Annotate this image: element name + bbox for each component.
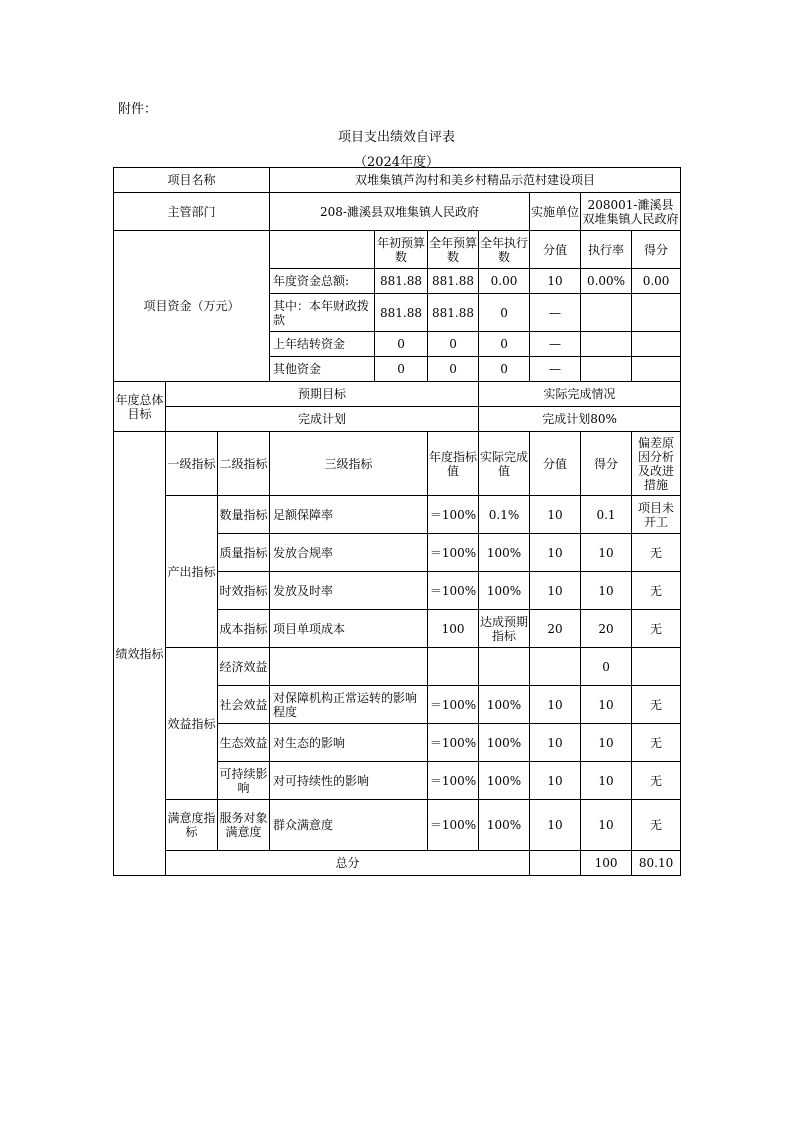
goals-actual-header: 实际完成情况 xyxy=(479,382,681,407)
total-blank xyxy=(530,851,581,876)
performance-row xyxy=(114,800,681,851)
perf-weight: 20 xyxy=(530,610,581,648)
fund-score: 0.00 xyxy=(632,269,681,294)
perf-target xyxy=(428,648,479,686)
perf-l2: 服务对象满意度 xyxy=(218,800,270,851)
fund-annual: 0 xyxy=(428,332,479,357)
perf-header-actual: 实际完成值 xyxy=(479,432,530,496)
fund-initial: 0 xyxy=(375,357,428,382)
total-score: 80.10 xyxy=(632,851,681,876)
fund-executed: 0 xyxy=(479,294,530,332)
perf-target: ＝100% xyxy=(428,534,479,572)
perf-reason: 无 xyxy=(632,534,681,572)
fund-executed: 0 xyxy=(479,332,530,357)
funds-label: 项目资金（万元） xyxy=(114,231,270,382)
fund-rate xyxy=(581,294,632,332)
perf-target: ＝100% xyxy=(428,724,479,762)
fund-executed: 0.00 xyxy=(479,269,530,294)
perf-reason: 无 xyxy=(632,724,681,762)
perf-l2: 时效指标 xyxy=(218,572,270,610)
performance-row xyxy=(114,496,681,534)
perf-reason: 项目未开工 xyxy=(632,496,681,534)
evaluation-table xyxy=(113,167,681,876)
perf-weight: 10 xyxy=(530,496,581,534)
perf-header-target: 年度指标值 xyxy=(428,432,479,496)
perf-l2: 社会效益 xyxy=(218,686,270,724)
fund-weight: — xyxy=(530,332,581,357)
perf-actual: 100% xyxy=(479,724,530,762)
perf-weight: 10 xyxy=(530,762,581,800)
perf-weight: 10 xyxy=(530,686,581,724)
fund-weight: — xyxy=(530,294,581,332)
dept-label: 主管部门 xyxy=(114,193,270,231)
perf-l2: 生态效益 xyxy=(218,724,270,762)
perf-l3: 项目单项成本 xyxy=(270,610,428,648)
funds-header-initial: 年初预算数 xyxy=(375,231,428,269)
perf-reason: 无 xyxy=(632,800,681,851)
fund-annual: 0 xyxy=(428,357,479,382)
total-row xyxy=(114,851,681,876)
performance-header-row xyxy=(114,432,681,496)
goals-actual: 完成计划80% xyxy=(479,407,681,432)
project-name-value: 双堆集镇芦沟村和美乡村精品示范村建设项目 xyxy=(270,168,681,193)
perf-score: 10 xyxy=(581,572,632,610)
perf-target: ＝100% xyxy=(428,496,479,534)
form-title: 项目支出绩效自评表 xyxy=(337,130,455,145)
perf-group-output: 产出指标 xyxy=(166,496,218,648)
perf-reason: 无 xyxy=(632,686,681,724)
fund-score xyxy=(632,332,681,357)
perf-score: 0.1 xyxy=(581,496,632,534)
project-name-row xyxy=(114,168,681,193)
goals-expected: 完成计划 xyxy=(166,407,479,432)
perf-actual: 达成预期指标 xyxy=(479,610,530,648)
perf-header-reason: 偏差原因分析及改进措施 xyxy=(632,432,681,496)
total-weight: 100 xyxy=(581,851,632,876)
perf-score: 10 xyxy=(581,534,632,572)
fund-annual: 881.88 xyxy=(428,294,479,332)
funds-header-score: 得分 xyxy=(632,231,681,269)
total-label: 总分 xyxy=(166,851,530,876)
department-row xyxy=(114,193,681,231)
perf-l3: 对保障机构正常运转的影响程度 xyxy=(270,686,428,724)
perf-group-satisfaction: 满意度指标 xyxy=(166,800,218,851)
perf-target: 100 xyxy=(428,610,479,648)
funds-header-annual: 全年预算数 xyxy=(428,231,479,269)
perf-score: 20 xyxy=(581,610,632,648)
perf-weight: 10 xyxy=(530,572,581,610)
perf-weight: 10 xyxy=(530,724,581,762)
dept-value: 208-濉溪县双堆集镇人民政府 xyxy=(270,193,530,231)
perf-l3 xyxy=(270,648,428,686)
goals-expected-header: 预期目标 xyxy=(166,382,479,407)
perf-actual: 100% xyxy=(479,534,530,572)
form-year: （2024年度） xyxy=(353,155,440,170)
perf-reason xyxy=(632,648,681,686)
perf-header-level1: 一级指标 xyxy=(166,432,218,496)
perf-score: 10 xyxy=(581,800,632,851)
funds-header-weight: 分值 xyxy=(530,231,581,269)
fund-initial: 881.88 xyxy=(375,294,428,332)
perf-actual: 100% xyxy=(479,800,530,851)
perf-l3: 发放合规率 xyxy=(270,534,428,572)
perf-l3: 对可持续性的影响 xyxy=(270,762,428,800)
performance-row xyxy=(114,648,681,686)
perf-l3: 群众满意度 xyxy=(270,800,428,851)
perf-reason: 无 xyxy=(632,610,681,648)
performance-label: 绩效指标 xyxy=(114,432,166,876)
fund-rate xyxy=(581,357,632,382)
perf-header-level3: 三级指标 xyxy=(270,432,428,496)
goals-header-row xyxy=(114,382,681,407)
perf-l2: 经济效益 xyxy=(218,648,270,686)
fund-rate xyxy=(581,332,632,357)
fund-name: 其他资金 xyxy=(270,357,375,382)
perf-l2: 质量指标 xyxy=(218,534,270,572)
fund-name: 上年结转资金 xyxy=(270,332,375,357)
fund-annual: 881.88 xyxy=(428,269,479,294)
perf-l2: 数量指标 xyxy=(218,496,270,534)
perf-actual: 100% xyxy=(479,572,530,610)
fund-score xyxy=(632,294,681,332)
funds-header-blank xyxy=(270,231,375,269)
perf-target: ＝100% xyxy=(428,686,479,724)
perf-group-benefit: 效益指标 xyxy=(166,648,218,800)
impl-value: 208001-濉溪县双堆集镇人民政府 xyxy=(581,193,681,231)
funds-header-row xyxy=(114,231,681,269)
fund-initial: 881.88 xyxy=(375,269,428,294)
perf-target: ＝100% xyxy=(428,572,479,610)
perf-header-weight: 分值 xyxy=(530,432,581,496)
perf-score: 0 xyxy=(581,648,632,686)
perf-target: ＝100% xyxy=(428,762,479,800)
perf-weight: 10 xyxy=(530,534,581,572)
fund-weight: — xyxy=(530,357,581,382)
fund-executed: 0 xyxy=(479,357,530,382)
funds-header-rate: 执行率 xyxy=(581,231,632,269)
perf-target: ＝100% xyxy=(428,800,479,851)
project-name-label: 项目名称 xyxy=(114,168,270,193)
perf-score: 10 xyxy=(581,724,632,762)
perf-weight: 10 xyxy=(530,800,581,851)
perf-l3: 对生态的影响 xyxy=(270,724,428,762)
impl-label: 实施单位 xyxy=(530,193,581,231)
perf-header-level2: 二级指标 xyxy=(218,432,270,496)
fund-rate: 0.00% xyxy=(581,269,632,294)
fund-name: 年度资金总额: xyxy=(270,269,375,294)
perf-header-score: 得分 xyxy=(581,432,632,496)
fund-name: 其中：本年财政拨款 xyxy=(270,294,375,332)
perf-reason: 无 xyxy=(632,572,681,610)
perf-l2: 可持续影响 xyxy=(218,762,270,800)
perf-score: 10 xyxy=(581,686,632,724)
perf-weight xyxy=(530,648,581,686)
perf-score: 10 xyxy=(581,762,632,800)
goals-row xyxy=(114,407,681,432)
perf-l3: 发放及时率 xyxy=(270,572,428,610)
perf-actual: 100% xyxy=(479,762,530,800)
perf-actual xyxy=(479,648,530,686)
perf-actual: 100% xyxy=(479,686,530,724)
perf-reason: 无 xyxy=(632,762,681,800)
attachment-label: 附件： xyxy=(118,102,158,117)
goals-label: 年度总体目标 xyxy=(114,382,166,432)
fund-score xyxy=(632,357,681,382)
perf-l2: 成本指标 xyxy=(218,610,270,648)
fund-weight: 10 xyxy=(530,269,581,294)
perf-actual: 0.1% xyxy=(479,496,530,534)
funds-header-executed: 全年执行数 xyxy=(479,231,530,269)
fund-initial: 0 xyxy=(375,332,428,357)
perf-l3: 足额保障率 xyxy=(270,496,428,534)
